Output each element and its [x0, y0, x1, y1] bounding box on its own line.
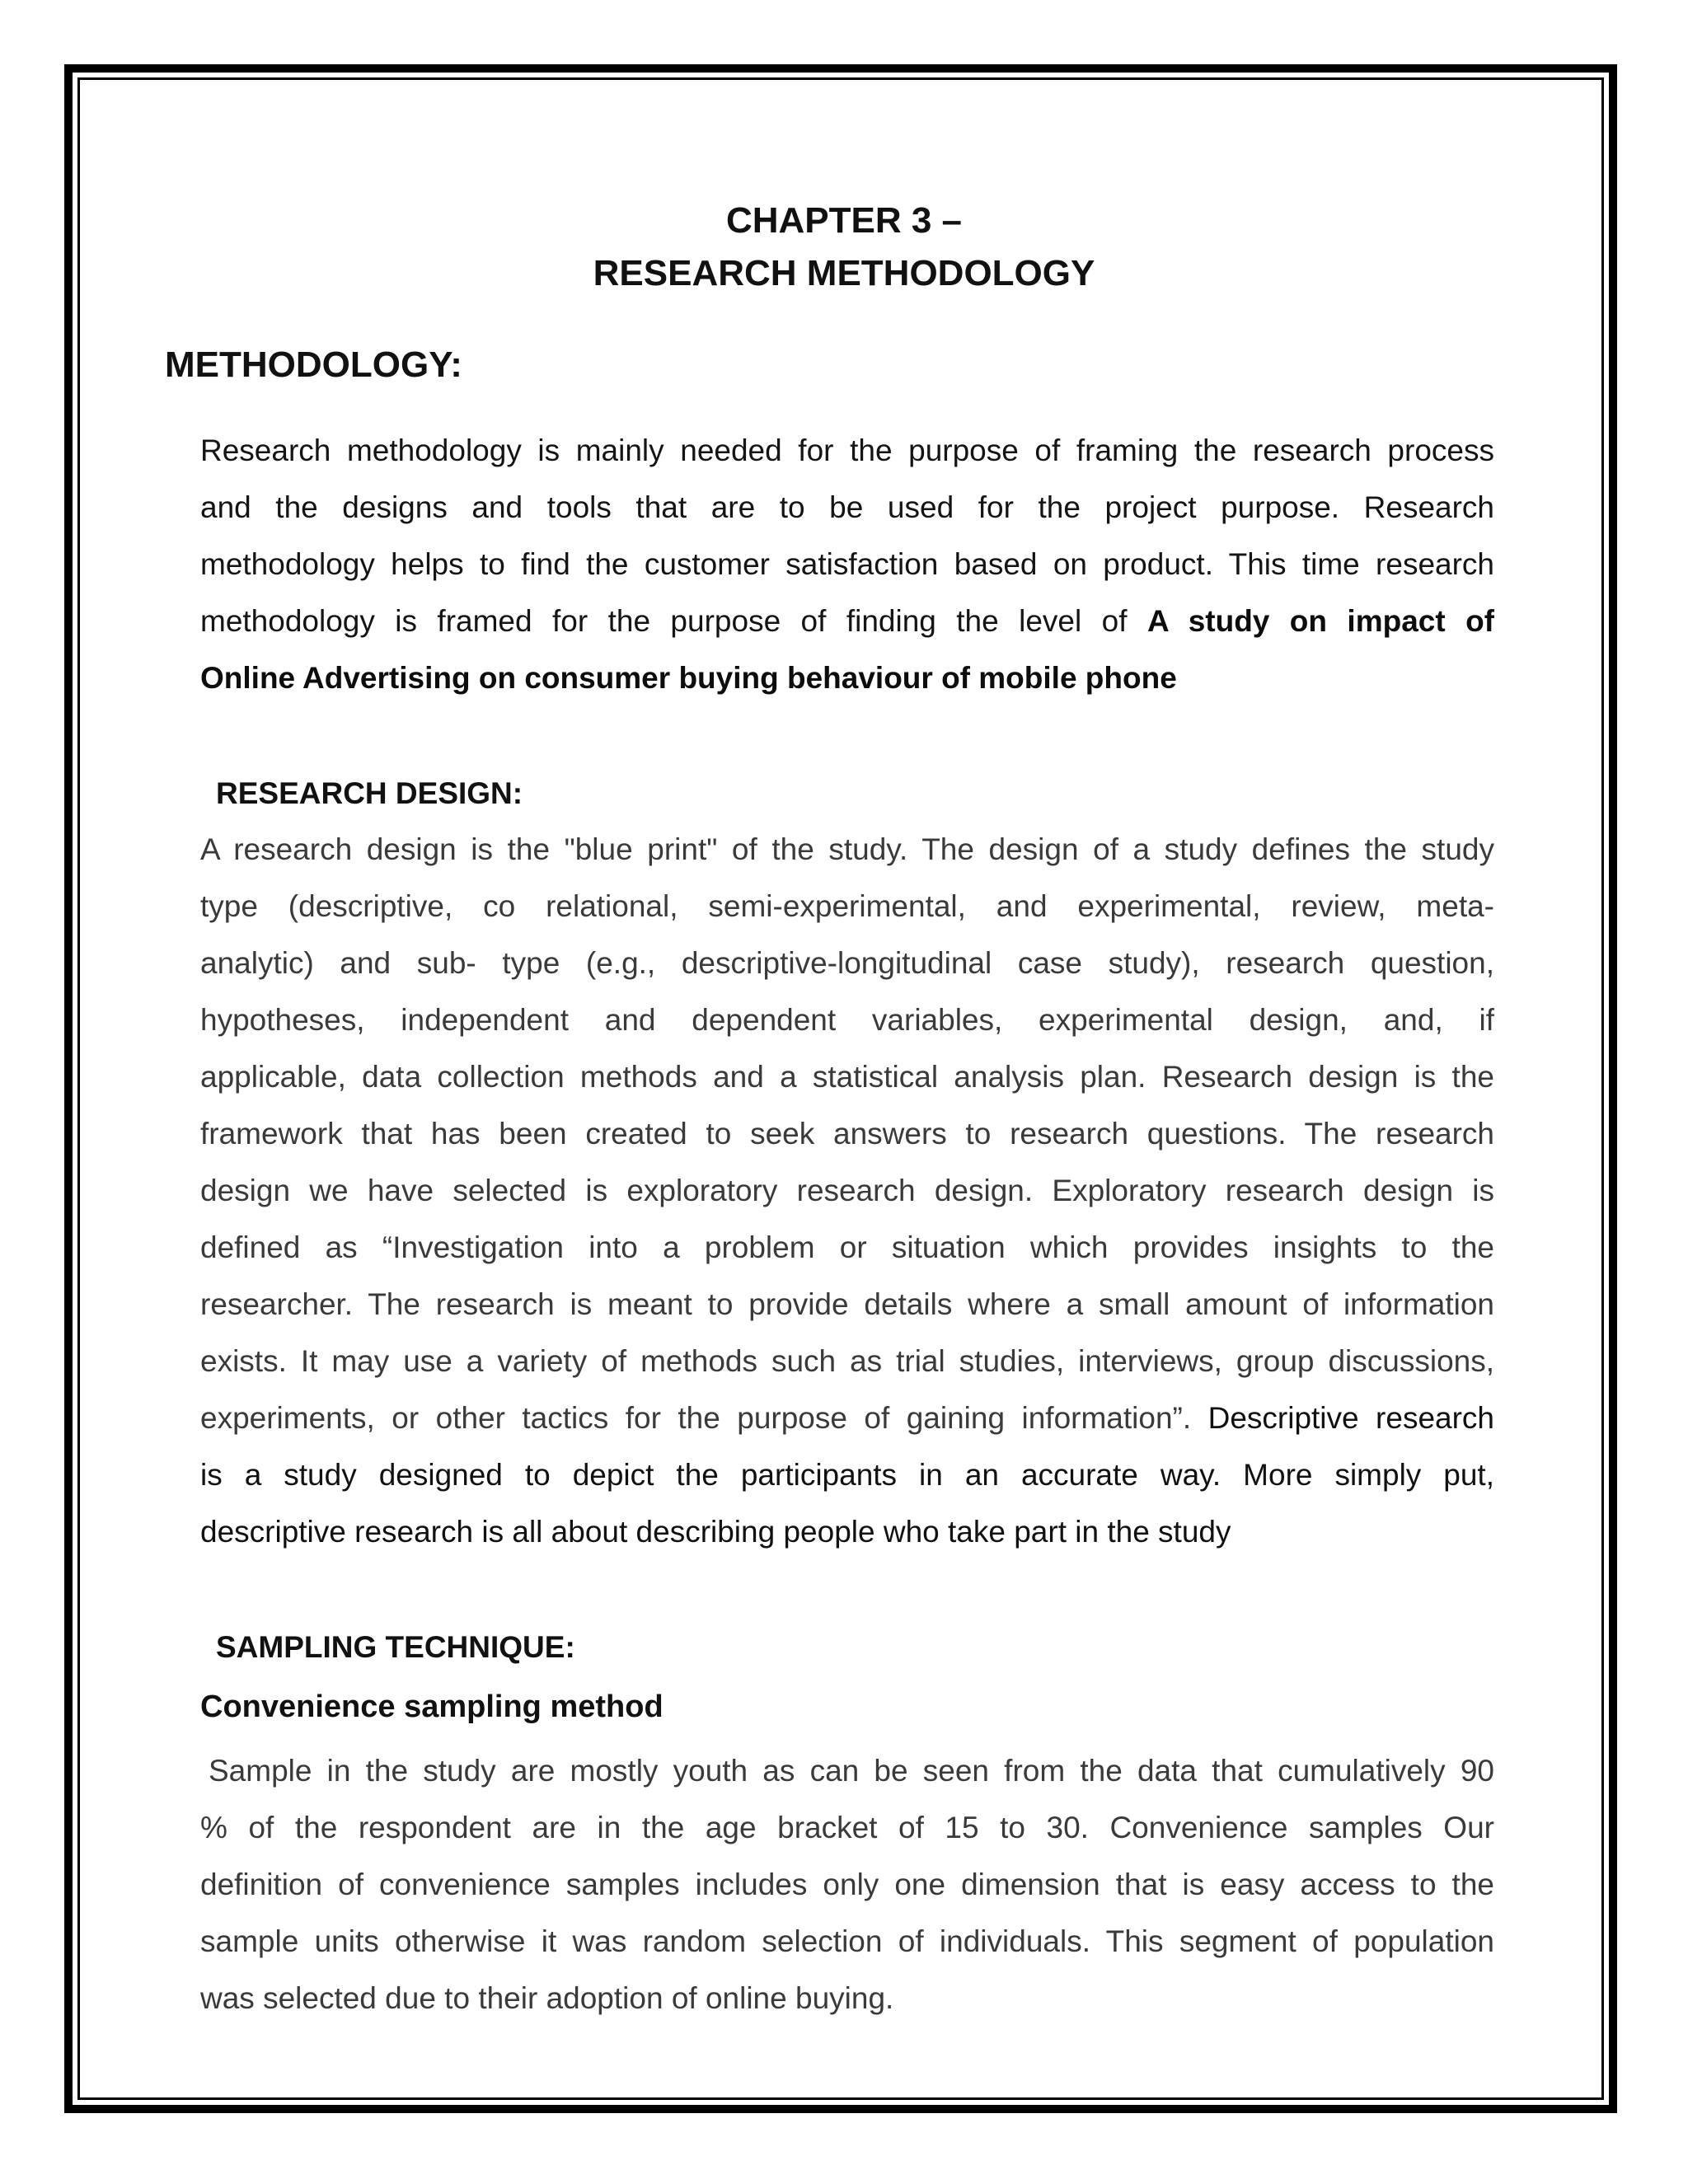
- sampling-method-heading: Convenience sampling method: [200, 1690, 663, 1724]
- paragraph-line: % of the respondent are in the age bracket of 15 to 30. Convenience samples Our: [200, 1811, 1494, 1844]
- paragraph-line: descriptive research is all about describing people who take part in the study: [200, 1515, 1231, 1549]
- study-title-bold: A study on impact of: [1146, 604, 1494, 638]
- paragraph-line: design we have selected is exploratory research design. Exploratory research design is: [200, 1174, 1494, 1207]
- chapter-number: CHAPTER 3 –: [725, 200, 963, 241]
- paragraph-line: methodology helps to find the customer satisfaction based on product. This time research: [200, 547, 1494, 581]
- paragraph-line: [200, 593, 1494, 649]
- paragraph-line: A research design is the "blue print" of the study. The design of a study defines the study: [200, 832, 1494, 866]
- paragraph-line: applicable, data collection methods and a statistical analysis plan. Research design is the: [200, 1060, 1494, 1094]
- methodology-heading: METHODOLOGY:: [165, 344, 462, 385]
- paragraph-line: sample units otherwise it was random selection of individuals. This segment of population: [200, 1924, 1494, 1958]
- study-title-bold: Online Advertising on consumer buying behaviour of mobile phone: [200, 661, 1177, 695]
- methodology-paragraph: [200, 422, 1494, 706]
- paragraph-line: analytic) and sub- type (e.g., descriptive-longitudinal case study), research question,: [200, 946, 1494, 980]
- sampling-paragraph: [200, 1742, 1494, 2027]
- paragraph-line: definition of convenience samples includes only one dimension that is easy access to the: [200, 1868, 1494, 1901]
- paragraph-line: Sample in the study are mostly youth as can be seen from the data that cumulatively 90: [209, 1754, 1494, 1788]
- paragraph-line: Research methodology is mainly needed for the purpose of framing the research process: [200, 434, 1494, 467]
- paragraph-line: researcher. The research is meant to provide details where a small amount of information: [200, 1287, 1494, 1321]
- chapter-name: RESEARCH METHODOLOGY: [593, 253, 1095, 293]
- research-design-paragraph: [200, 821, 1494, 1560]
- descriptive-research-text: Descriptive research: [1207, 1401, 1494, 1435]
- paragraph-line: framework that has been created to seek answers to research questions. The research: [200, 1117, 1494, 1151]
- sampling-heading: SAMPLING TECHNIQUE:: [216, 1630, 575, 1664]
- paragraph-line: was selected due to their adoption of online buying.: [200, 1981, 894, 2015]
- paragraph-line: hypotheses, independent and dependent variables, experimental design, and, if: [200, 1003, 1494, 1037]
- paragraph-line: defined as “Investigation into a problem or situation which provides insights to the: [200, 1230, 1494, 1264]
- paragraph-text: experiments, or other tactics for the purpose of gaining information”.: [200, 1401, 1192, 1435]
- research-design-heading: RESEARCH DESIGN:: [216, 776, 523, 810]
- chapter-title: [0, 194, 1688, 300]
- paragraph-line: type (descriptive, co relational, semi-experimental, and experimental, review, meta-: [200, 889, 1494, 923]
- paragraph-line: is a study designed to depict the participants in an accurate way. More simply put,: [200, 1458, 1494, 1492]
- paragraph-line: exists. It may use a variety of methods such as trial studies, interviews, group discussions,: [200, 1344, 1494, 1378]
- paragraph-line: and the designs and tools that are to be used for the project purpose. Research: [200, 490, 1494, 524]
- paragraph-text: methodology is framed for the purpose of finding the level of: [200, 604, 1128, 638]
- paragraph-line: [200, 649, 1494, 706]
- paragraph-line: [200, 1390, 1494, 1446]
